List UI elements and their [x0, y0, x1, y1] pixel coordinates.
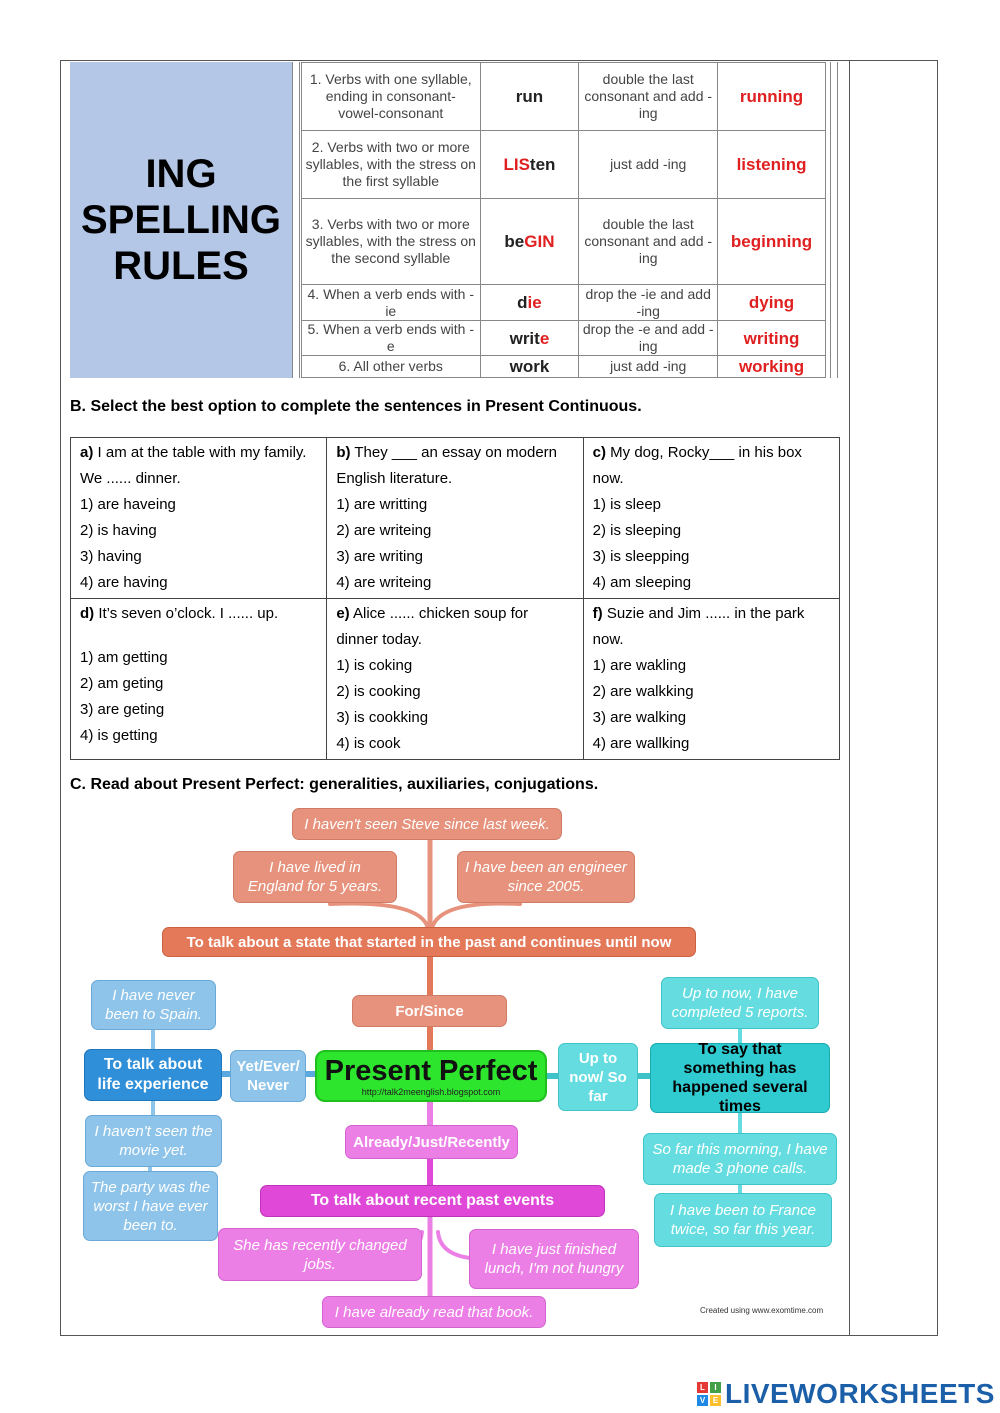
question-text: Suzie and Jim ...... in the park	[602, 605, 805, 622]
answer-option[interactable]: 4) am sleeping	[592, 574, 692, 591]
ing-form: running	[718, 63, 826, 131]
experience-example-1: I have never been to Spain.	[91, 980, 216, 1030]
section-c-heading: C. Read about Present Perfect: generalities, auxiliaries, conjugations.	[70, 776, 599, 793]
question-text: They ___ an essay on modern	[350, 444, 558, 461]
verb-part: ie	[527, 293, 542, 312]
spelling-rule: just add -ing	[579, 131, 718, 199]
answer-option[interactable]: 4) are wallking	[592, 735, 690, 752]
several-example-1: Up to now, I have completed 5 reports.	[661, 977, 819, 1029]
answer-option[interactable]: 1) are wakling	[592, 657, 687, 674]
spelling-rule: just add -ing	[579, 356, 718, 378]
several-example-2: So far this morning, I have made 3 phone calls.	[643, 1133, 837, 1185]
question-letter: e)	[336, 605, 350, 622]
answer-option[interactable]: 4) is getting	[80, 727, 158, 744]
question-letter: c)	[592, 444, 606, 461]
question-text: I am at the table with my family.	[93, 444, 307, 461]
question-text: My dog, Rocky___ in his box	[606, 444, 802, 461]
question-text: It’s seven o’clock. I ...... up.	[94, 605, 279, 622]
logo-letter: E	[710, 1395, 721, 1406]
experience-example-3: The party was the worst I have ever been to.	[83, 1171, 218, 1241]
already-just-recently-node: Already/Just/Recently	[345, 1125, 518, 1159]
question-letter: d)	[80, 605, 95, 622]
question-text-cont: now.	[592, 631, 624, 648]
logo-letter: L	[697, 1382, 708, 1393]
map-credit: Created using www.exomtime.com	[700, 1306, 824, 1315]
center-url: http://talk2meenglish.blogspot.com	[361, 1087, 501, 1097]
answer-option[interactable]: 1) are haveing	[80, 496, 176, 513]
section-b-heading: B. Select the best option to complete the sentences in Present Continuous.	[70, 398, 642, 415]
rule-text: 3. Verbs with two or more syllables, with the stress on the second syllable	[302, 199, 481, 285]
title-line: ING	[145, 152, 217, 196]
state-example-1: I haven't seen Steve since last week.	[292, 808, 562, 840]
answer-option[interactable]: 4) are writeing	[336, 574, 432, 591]
rule-text: 6. All other verbs	[302, 356, 481, 378]
answer-option[interactable]: 4) is cook	[336, 735, 401, 752]
question-text-cont: We ...... dinner.	[80, 470, 181, 487]
answer-option[interactable]: 2) are writeing	[336, 522, 432, 539]
center-title: Present Perfect	[324, 1055, 538, 1087]
rule-text: 4. When a verb ends with -ie	[302, 285, 481, 321]
recent-use-node: To talk about recent past events	[260, 1185, 605, 1217]
question-letter: f)	[592, 605, 603, 622]
verb-part: ten	[529, 155, 556, 174]
verb-part: writ	[509, 328, 540, 348]
rule-text: 1. Verbs with one syllable, ending in consonant- vowel-consonant	[302, 63, 481, 131]
question-text-cont: English literature.	[336, 470, 453, 487]
answer-option[interactable]: 3) are geting	[80, 701, 165, 718]
verb-part: be	[504, 232, 525, 251]
answer-option[interactable]: 1) is coking	[336, 657, 413, 674]
question-text: Alice ...... chicken soup for	[349, 605, 529, 622]
answer-option[interactable]: 1) is sleep	[592, 496, 662, 513]
ing-form: listening	[718, 131, 826, 199]
question-text-cont: dinner today.	[336, 631, 422, 648]
verb-part: work	[509, 357, 550, 376]
answer-option[interactable]: 2) is sleeping	[592, 522, 682, 539]
branch-line	[438, 1232, 470, 1258]
experience-use-node: To talk about life experience	[84, 1049, 222, 1101]
verb-part: GIN	[524, 232, 555, 251]
recent-example-1: She has recently changed jobs.	[218, 1228, 422, 1281]
rule-text: 5. When a verb ends with -e	[302, 321, 481, 356]
brand-name: LIVEWORKSHEETS	[725, 1378, 995, 1409]
verb-part: run	[515, 87, 544, 106]
state-example-3: I have been an engineer since 2005.	[457, 851, 635, 903]
recent-example-2: I have just finished lunch, I'm not hungry	[469, 1229, 639, 1289]
answer-option[interactable]: 2) are walkking	[592, 683, 694, 700]
spelling-rule: drop the -e and add -ing	[579, 321, 718, 356]
experience-example-2: I haven't seen the movie yet.	[85, 1115, 222, 1167]
answer-option[interactable]: 4) are having	[80, 574, 168, 591]
branch-line	[330, 904, 428, 929]
yet-ever-never-node: Yet/Ever/ Never	[230, 1050, 306, 1102]
answer-option[interactable]: 2) am geting	[80, 675, 164, 692]
spelling-rule: drop the -ie and add -ing	[579, 285, 718, 321]
question-text-cont: now.	[592, 470, 624, 487]
for-since-node: For/Since	[352, 995, 507, 1027]
spelling-rule: double the last consonant and add -ing	[579, 199, 718, 285]
answer-option[interactable]: 1) are writting	[336, 496, 428, 513]
answer-option[interactable]: 3) having	[80, 548, 142, 565]
rule-text: 2. Verbs with two or more syllables, with the stress on the first syllable	[302, 131, 481, 199]
up-to-now-node: Up to now/ So far	[558, 1043, 638, 1111]
title-line: SPELLING	[80, 198, 282, 242]
logo-letter: V	[697, 1395, 708, 1406]
answer-option[interactable]: 1) am getting	[80, 649, 168, 666]
branch-line	[432, 904, 520, 929]
answer-option[interactable]: 3) is sleepping	[592, 548, 690, 565]
title-line: RULES	[113, 244, 249, 288]
answer-option[interactable]: 2) is having	[80, 522, 157, 539]
answer-option[interactable]: 3) is cookking	[336, 709, 429, 726]
state-example-2: I have lived in England for 5 years.	[233, 851, 397, 903]
several-example-3: I have been to France twice, so far this year.	[654, 1193, 832, 1247]
ing-form: writing	[718, 321, 826, 356]
logo-mark	[697, 1382, 721, 1406]
answer-option[interactable]: 3) are writing	[336, 548, 424, 565]
state-use-node: To talk about a state that started in the past and continues until now	[162, 927, 696, 957]
liveworksheets-logo[interactable]	[697, 1378, 995, 1410]
ing-form: dying	[718, 285, 826, 321]
spelling-rule: double the last consonant and add -ing	[579, 63, 718, 131]
answer-option[interactable]: 2) is cooking	[336, 683, 421, 700]
recent-example-3: I have already read that book.	[322, 1296, 546, 1328]
several-use-node: To say that something has happened several times	[650, 1043, 830, 1113]
question-letter: a)	[80, 444, 94, 461]
verb-part: LIS	[503, 155, 530, 174]
question-letter: b)	[336, 444, 351, 461]
ing-form: working	[718, 356, 826, 378]
ing-form: beginning	[718, 199, 826, 285]
verb-part: d	[517, 293, 528, 312]
answer-option[interactable]: 3) are walking	[592, 709, 687, 726]
verb-part: e	[539, 328, 550, 348]
present-perfect-center	[315, 1050, 547, 1102]
logo-letter: I	[710, 1382, 721, 1393]
